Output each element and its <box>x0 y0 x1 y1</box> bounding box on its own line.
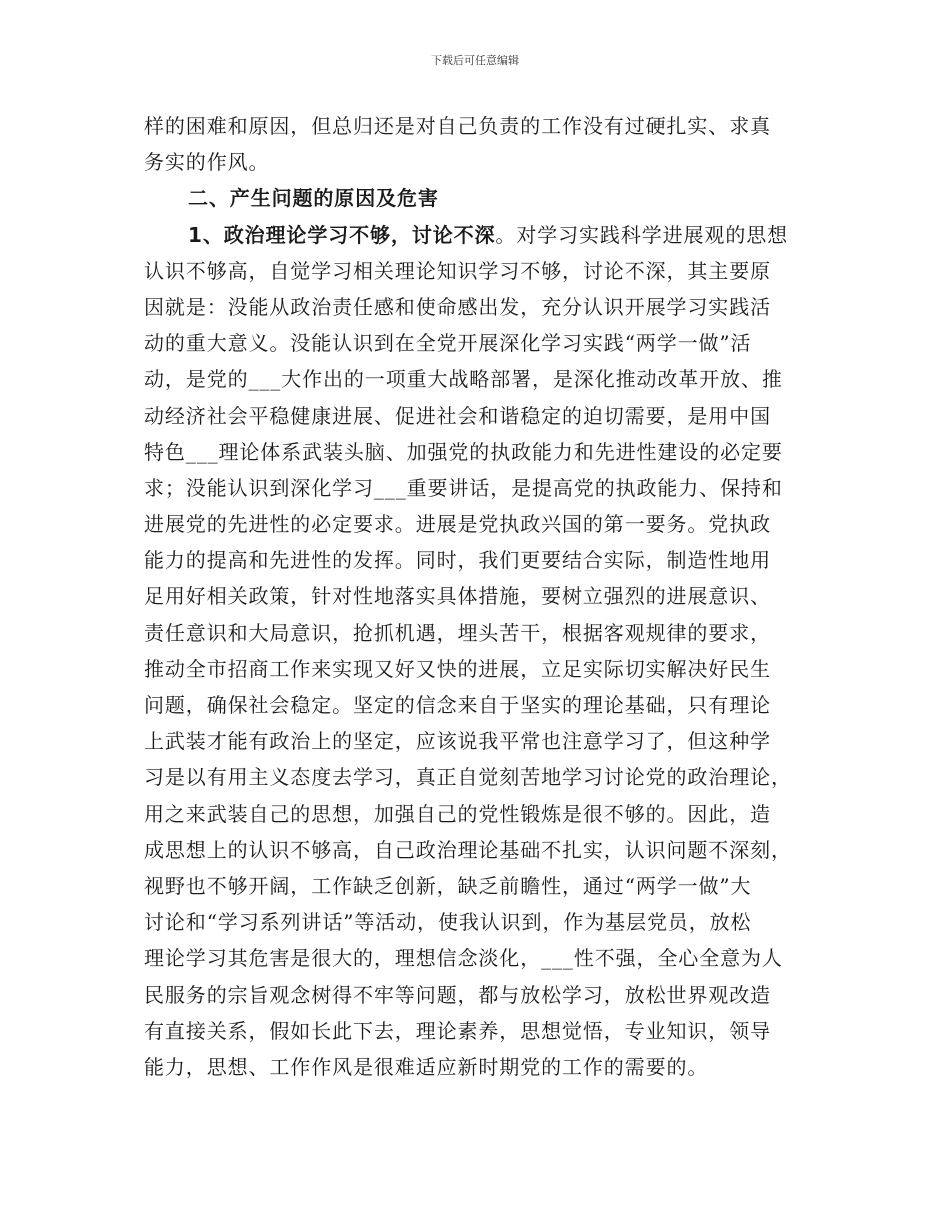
text-line <box>144 940 824 976</box>
line-text: 进展党的先进性的必定要求。进展是党执政兴国的第一要务。党执政 <box>144 512 771 537</box>
text-line <box>144 1013 824 1049</box>
line-text: 足用好相关政策，针对性地落实具体措施，要树立强烈的进展意识、 <box>144 584 771 609</box>
text-line <box>144 542 824 578</box>
text-line <box>144 615 824 651</box>
line-text: 视野也不够开阔，工作缺乏创新，缺乏前瞻性，通过“两学一做”大 <box>144 873 752 898</box>
line-text: 动经济社会平稳健康进展、促进社会和谐稳定的迫切需要，是用中国 <box>144 403 771 428</box>
line-text: 理论学习其危害是很大的，理想信念淡化，___性不强，全心全意为人 <box>144 946 783 971</box>
text-line <box>144 651 824 687</box>
line-text: 能力，思想、工作作风是很难适应新时期党的工作的需要的。 <box>144 1054 709 1079</box>
text-line <box>144 832 824 868</box>
line-text: 务实的作风。 <box>144 150 270 175</box>
text-line <box>144 578 824 614</box>
line-text: 推动全市招商工作来实现又好又快的进展，立足实际切实解决好民生 <box>144 656 771 681</box>
text-line <box>144 796 824 832</box>
text-line <box>144 289 824 325</box>
bold-heading: 1、政治理论学习不够，讨论不深 <box>188 222 496 247</box>
line-text: 求；没能认识到深化学习___重要讲话，是提高党的执政能力、保持和 <box>144 475 783 500</box>
line-text: 上武装才能有政治上的坚定，应该说我平常也注意学习了，但这种学 <box>144 729 771 754</box>
text-line <box>144 868 824 904</box>
text-line <box>144 108 824 144</box>
page-header: 下载后可任意编辑 <box>431 54 519 67</box>
line-text: 民服务的宗旨观念树得不牢等问题，都与放松学习，放松世界观改造 <box>144 982 771 1007</box>
text-line <box>144 687 824 723</box>
line-text: 。对学习实践科学进展观的思想 <box>495 222 789 247</box>
text-line <box>144 398 824 434</box>
text-line <box>144 144 824 180</box>
text-line <box>144 904 824 940</box>
line-text: 习是以有用主义态度去学习，真正自觉刻苦地学习讨论党的政治理论， <box>144 765 792 790</box>
bold-heading: 二、产生问题的原因及危害 <box>188 186 439 211</box>
line-text: 能力的提高和先进性的发挥。同时，我们更要结合实际，制造性地用 <box>144 548 771 573</box>
line-text: 认识不够高，自觉学习相关理论知识学习不够，讨论不深，其主要原 <box>144 258 771 283</box>
text-line <box>144 723 824 759</box>
line-text: 用之来武装自己的思想，加强自己的党性锻炼是很不够的。因此，造 <box>144 801 771 826</box>
line-text: 因就是：没能从政治责任感和使命感出发，充分认识开展学习实践活 <box>144 294 771 319</box>
text-line <box>144 361 824 397</box>
text-line <box>144 253 824 289</box>
line-text: 动的重大意义。没能认识到在全党开展深化学习实践“两学一做”活 <box>144 331 752 356</box>
line-text: 特色___理论体系武装头脑、加强党的执政能力和先进性建设的必定要 <box>144 439 783 464</box>
text-line <box>144 506 824 542</box>
line-text: 有直接关系，假如长此下去，理论素养，思想觉悟，专业知识，领导 <box>144 1018 771 1043</box>
line-text: 责任意识和大局意识，抢抓机遇，埋头苦干，根据客观规律的要求， <box>144 620 771 645</box>
line-text: 成思想上的认识不够高，自己政治理论基础不扎实，认识问题不深刻， <box>144 837 792 862</box>
line-text: 问题，确保社会稳定。坚定的信念来自于坚实的理论基础，只有理论 <box>144 693 771 717</box>
line-text: 动，是党的___大作出的一项重大战略部署，是深化推动改革开放、推 <box>144 367 783 392</box>
text-line <box>144 759 824 795</box>
line-text: 讨论和“学习系列讲话”等活动，使我认识到，作为基层党员，放松 <box>144 910 752 935</box>
text-line <box>144 217 824 253</box>
text-line <box>144 434 824 470</box>
text-line <box>144 180 824 216</box>
text-line <box>144 470 824 506</box>
text-line <box>144 977 824 1013</box>
document-body <box>144 108 824 1085</box>
line-text: 样的困难和原因，但总归还是对自己负责的工作没有过硬扎实、求真 <box>144 114 771 138</box>
text-line <box>144 1049 824 1085</box>
text-line <box>144 325 824 361</box>
